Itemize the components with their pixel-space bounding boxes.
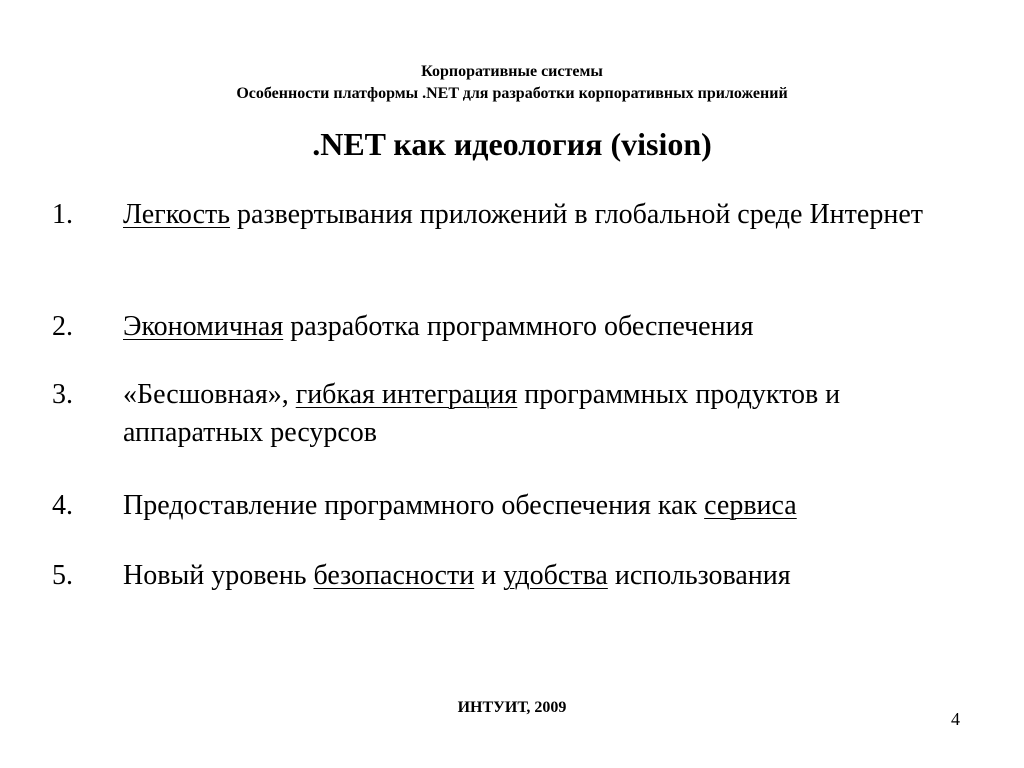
- emphasis-underlined: сервиса: [704, 490, 797, 521]
- list-item-text: [123, 487, 983, 525]
- slide-title: .NET как идеология (vision): [312, 126, 712, 162]
- emphasis-underlined: безопасности: [313, 560, 475, 591]
- list-item-text: [123, 376, 983, 452]
- emphasis-underlined: удобства: [503, 560, 608, 591]
- list-item-text: [123, 308, 983, 346]
- list-item-text-part: и: [474, 560, 504, 591]
- list-item-text: [123, 557, 983, 595]
- list-item-number: 4.: [52, 490, 73, 521]
- list-item-text-part: Предоставление программного обеспечения как: [123, 490, 705, 521]
- page-number: 4: [951, 709, 960, 729]
- list-item-text-part: разработка программного обеспечения: [283, 311, 754, 342]
- list-item-number: 1.: [52, 199, 73, 230]
- course-title: Корпоративные системы: [421, 63, 603, 80]
- list-item-text: [123, 196, 983, 234]
- lecture-subtitle: Особенности платформы .NET для разработки корпоративных приложений: [236, 85, 788, 102]
- list-item-text-part: «Бесшовная»,: [123, 379, 296, 410]
- list-item-text-part: развертывания приложений в глобальной среде Интернет: [230, 199, 923, 230]
- list-item-text-part: использования: [607, 560, 791, 591]
- emphasis-underlined: гибкая интеграция: [295, 379, 518, 410]
- list-item-number: 5.: [52, 560, 73, 591]
- list-item-text-part: программных продуктов и аппаратных ресурсов: [123, 379, 841, 448]
- list-item-number: 3.: [52, 379, 73, 410]
- footer-copyright: ИНТУИТ, 2009: [457, 699, 567, 716]
- emphasis-underlined: Легкость: [123, 199, 231, 230]
- emphasis-underlined: Экономичная: [123, 311, 284, 342]
- list-item-number: 2.: [52, 311, 73, 342]
- list-item-text-part: Новый уровень: [123, 560, 314, 591]
